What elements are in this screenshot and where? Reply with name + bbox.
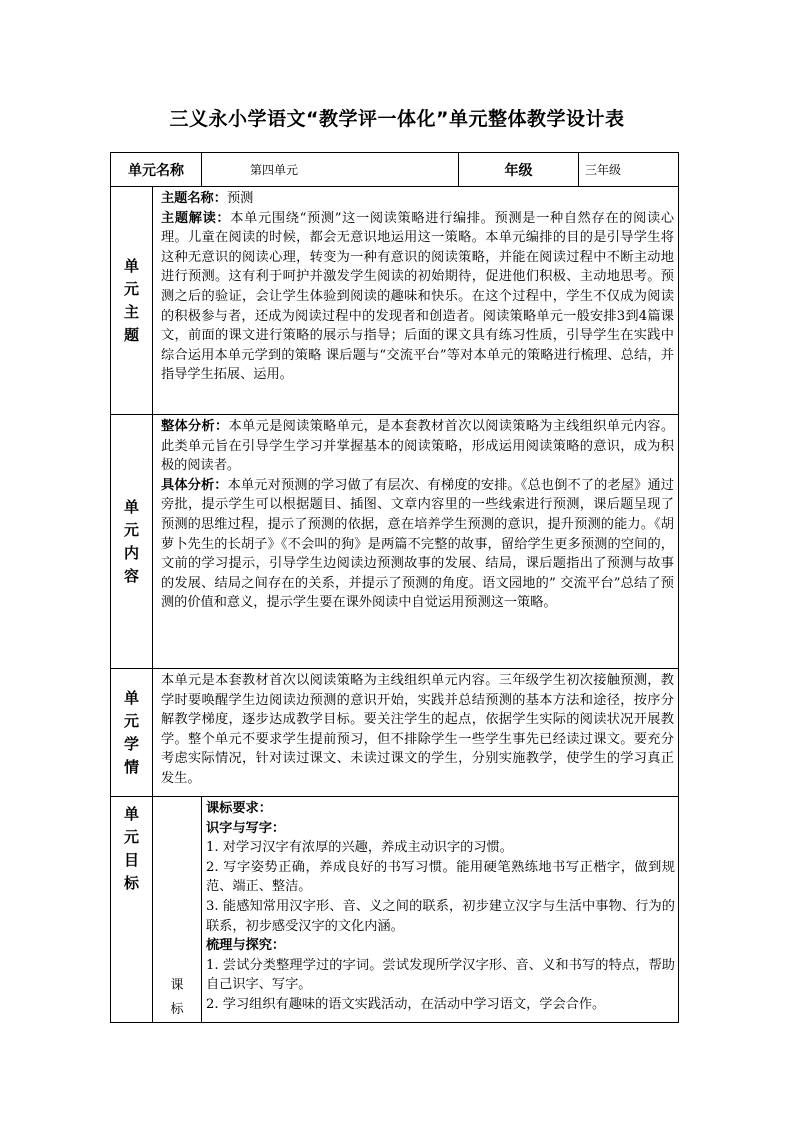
situation-body: 本单元是本套教材首次以阅读策略为主线组织单元内容。三年级学生初次接触预测，教学时要唤醒学生边阅读边预测的意识开始，实践并总结预测的基本方法和途径，按序分解教学梯度，逐步达成教学目标。要关注学生的起点，依据学生实际的阅读状况开展教学。整个单元不要求学生提前预习，但不排除学生一些学生事先已经读过课文。要充分考虑实际情况，针对读过课文、未读过课文的学生，分别实施教学，使学生的学习真正发生。 (153, 669, 679, 797)
specific-analysis: 具体分析：本单元对预测的学习做了有层次、有梯度的安排。《总也倒不了的老屋》通过旁批，提示学生可以根据题目、插图、文章内容里的一些线索进行预测，课后题呈现了预测的思维过程，提示了预测的依据，意在培养学生预测的意识，提升预测的能力。《胡萝卜先生的长胡子》《不会叫的狗》是两篇不完整的故事，留给学生更多预测的空间的，文前的学习提示，引导学生边阅读边预测故事的发展、结局，课后题指出了预测与故事的发展、结局之间存在的关系，并提示了预测的角度。语文园地的” 交流平台”总结了预测的价值和意义，提示学生要在课外阅读中自觉运用预测这一策略。 (161, 477, 674, 611)
page-title: 三义永小学语文“教学评一体化”单元整体教学设计表 (169, 108, 625, 130)
situation-side-label: 单 元 学 情 (111, 669, 153, 797)
explore-label: 梳理与探究： (206, 938, 286, 954)
unit-name-label: 单元名称 (111, 153, 202, 187)
theme-row (111, 187, 679, 415)
content-side-label: 单 元 内 容 (111, 415, 153, 669)
theme-side-label: 单 元 主 题 (111, 187, 153, 415)
content-row (111, 415, 679, 669)
theme-interpretation: 主题解读：本单元围绕“预测”这一阅读策略进行编排。预测是一种自然存在的阅读心理。儿童在阅读的时候，都会无意识地运用这一策略。本单元编排的目的是引导学生将这种无意识的阅读心理，转变为一种有意识的阅读策略，并能在阅读过程中不断主动地进行预测。这有利于呵护并激发学生阅读的初始期待，促进他们积极、主动地思考。预测之后的验证，会让学生体验到阅读的趣味和快乐。在这个过程中，学生不仅成为阅读的积极参与者，还成为阅读过程中的发现者和创造者。阅读策略单元一般安排3到4篇课文，前面的课文进行策略的展示与指导；后面的课文具有练习性质，引导学生在实践中综合运用本单元学到的策略 课后题与“交流平台”等对本单元的策略进行梳理、总结，并指导学生拓展、运用。 (161, 210, 675, 383)
overall-analysis: 整体分析：本单元是阅读策略单元，是本套教材首次以阅读策略为主线组织单元内容。此类单元旨在引导学生学习并掌握基本的阅读策略，形成运用阅读策略的意识，成为积极的阅读者。 (161, 419, 675, 474)
literacy-item: 1. 对学习汉字有浓厚的兴趣，养成主动识字的习惯。 (206, 840, 513, 856)
unit-name-value: 第四单元 (202, 153, 459, 187)
theme-name: 主题名称：预测 (161, 191, 254, 206)
design-table (110, 152, 679, 1023)
content-body (153, 415, 679, 669)
grade-value: 三年级 (579, 153, 679, 187)
situation-row (111, 669, 679, 797)
literacy-item: 3. 能感知常用汉字形、音、义之间的联系，初步建立汉字与生活中事物、行为的联系，初步感受汉字的文化内涵。 (206, 898, 675, 934)
goals-side-label: 单 元 目 标 (111, 797, 153, 1023)
explore-item: 2. 学习组织有趣味的语文实践活动，在活动中学习语文，学会合作。 (206, 996, 606, 1012)
explore-item: 1. 尝试分类整理学过的字词。尝试发现所学汉字形、音、义和书写的特点，帮助自己识字、写字。 (206, 957, 675, 993)
curriculum-label: 课 标 (153, 797, 202, 1023)
curriculum-requirements-label: 课标要求： (206, 801, 272, 816)
grade-label: 年级 (459, 153, 579, 187)
literacy-item: 2. 写字姿势正确，养成良好的书写习惯。能用硬笔熟练地书写正楷字，做到规范、端正、整洁。 (206, 859, 675, 895)
theme-body (153, 187, 679, 415)
literacy-label: 识字与写字： (206, 820, 286, 836)
goals-body (202, 797, 679, 1023)
goals-row (111, 797, 679, 1023)
header-row (111, 153, 679, 187)
